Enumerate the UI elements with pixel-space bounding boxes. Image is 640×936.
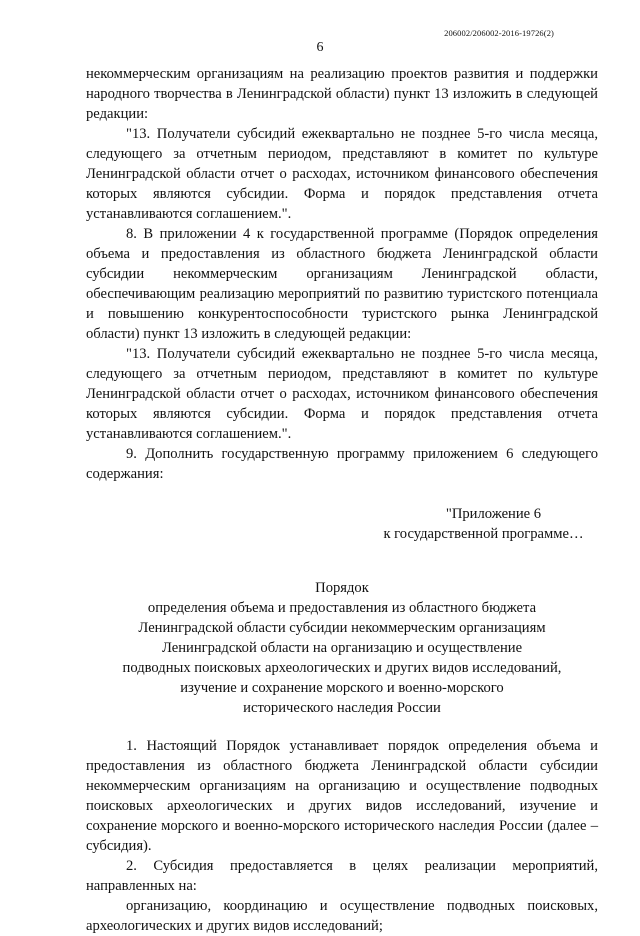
order-paragraph: 2. Субсидия предоставляется в целях реализации мероприятий, направленных на: [86,858,598,894]
paragraph: 9. Дополнить государственную программу приложением 6 следующего содержания: [86,446,598,482]
order-heading: Порядок [315,580,369,596]
paragraph: "13. Получатели субсидий ежеквартально не позднее 5-го числа месяца, следующего за отчетным периодом, представляют в комитет по культуре Ленинградской области отчет о расходах, источником финансового обеспечения которых являются субсидии. Форма и порядок представления отчета устанавливаются соглашением.". [86,346,598,442]
document-body [86,64,598,936]
annex-line: к государственной программе… [383,526,584,542]
order-paragraph: 1. Настоящий Порядок устанавливает порядок определения объема и предоставления из областного бюджета Ленинградской области субсидии некоммерческим организациям на организацию и осуществление подводных поисковых археологических и других видов исследований, изучение и сохранение морского и военно-морского исторического наследия России (далее – субсидия). [86,738,598,854]
order-title-line: Ленинградской области субсидии некоммерческим организациям [138,620,546,636]
page-number: 6 [316,40,324,55]
order-paragraph: организацию, координацию и осуществление подводных поисковых, археологических и других видов исследований; [86,898,598,934]
order-title-line: исторического наследия России [243,700,441,716]
paragraph: "13. Получатели субсидий ежеквартально не позднее 5-го числа месяца, следующего за отчетным периодом, представляют в комитет по культуре Ленинградской области отчет о расходах, источником финансового обеспечения которых являются субсидии. Форма и порядок представления отчета устанавливаются соглашением.". [86,126,598,222]
order-title-line: подводных поисковых археологических и других видов исследований, [122,660,562,676]
annex-reference [369,504,598,544]
annex-line: "Приложение 6 [445,506,542,522]
paragraph: 8. В приложении 4 к государственной программе (Порядок определения объема и предоставления из областного бюджета Ленинградской области субсидии некоммерческим организациям Ленинградской области, обеспечивающим реализацию мероприятий по развитию туристского потенциала и повышению конкурентоспособности туристского рынка Ленинградской области) пункт 13 изложить в следующей редакции: [86,226,598,342]
paragraph: некоммерческим организациям на реализацию проектов развития и поддержки народного творчества в Ленинградской области) пункт 13 изложить в следующей редакции: [86,66,598,122]
order-title [86,578,598,718]
document-id: 206002/206002-2016-19726(2) [444,28,554,38]
order-title-line: определения объема и предоставления из областного бюджета [147,600,537,616]
order-title-line: изучение и сохранение морского и военно-морского [180,680,504,696]
order-title-line: Ленинградской области на организацию и осуществление [161,640,523,656]
